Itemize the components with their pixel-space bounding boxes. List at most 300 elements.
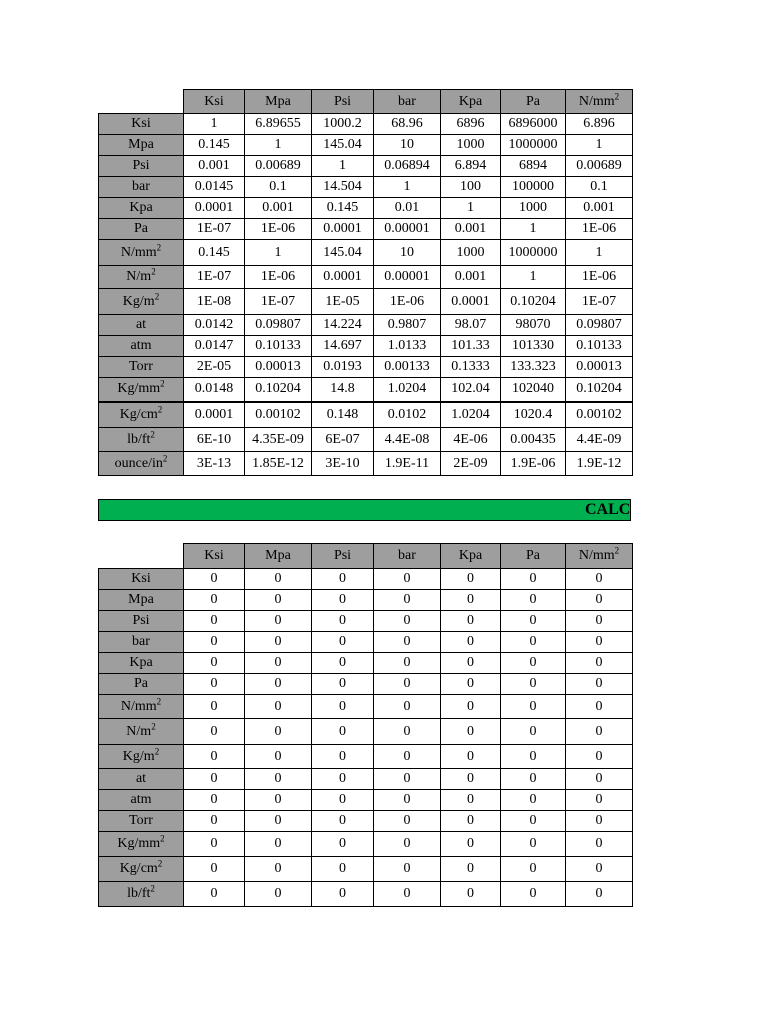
table-row-kg-cm2	[99, 857, 633, 882]
table-row-bar	[99, 177, 633, 198]
value-cell: 1E-06	[374, 289, 441, 315]
value-cell: 0.0102	[374, 402, 441, 428]
table-row-n-m2	[99, 719, 633, 745]
value-cell: 4.35E-09	[245, 428, 312, 452]
column-header-bar: bar	[374, 90, 441, 114]
calc-banner-title: CALC	[585, 501, 631, 518]
value-cell: 0	[184, 569, 245, 590]
value-cell: 145.04	[312, 135, 374, 156]
value-cell: 0	[184, 632, 245, 653]
value-cell: 0.00001	[374, 266, 441, 289]
table-row-pa	[99, 674, 633, 695]
row-header-bar: bar	[99, 177, 184, 198]
value-cell: 145.04	[312, 240, 374, 266]
table-row-kg-mm2	[99, 832, 633, 857]
value-cell: 0.001	[566, 198, 633, 219]
value-cell: 0.001	[441, 219, 501, 240]
column-header-kpa: Kpa	[441, 544, 501, 569]
value-cell: 0	[312, 569, 374, 590]
row-header-kg-m2: $Kg/m^2$	[99, 745, 184, 769]
value-cell: 1E-07	[184, 219, 245, 240]
value-cell: 10	[374, 240, 441, 266]
value-cell: 1	[501, 266, 566, 289]
value-cell: 6.89655	[245, 114, 312, 135]
value-cell: 1E-07	[245, 289, 312, 315]
value-cell: 0	[441, 569, 501, 590]
table-row-kg-cm2	[99, 402, 633, 428]
value-cell: 0	[312, 695, 374, 719]
table-row-kg-m2	[99, 289, 633, 315]
row-header-lb-ft2: $lb/ft^2$	[99, 882, 184, 907]
table-row-pa	[99, 219, 633, 240]
value-cell: 0	[501, 719, 566, 745]
value-cell: 0	[374, 790, 441, 811]
value-cell: 1020.4	[501, 402, 566, 428]
value-cell: 1.9E-11	[374, 452, 441, 476]
value-cell: 10	[374, 135, 441, 156]
row-header-psi: Psi	[99, 156, 184, 177]
value-cell: 0	[245, 832, 312, 857]
value-cell: 0.00013	[566, 357, 633, 378]
value-cell: 0.10204	[566, 378, 633, 402]
column-header-n-mm2: $N/mm^2$	[566, 90, 633, 114]
value-cell: 0	[441, 590, 501, 611]
value-cell: 0	[245, 611, 312, 632]
value-cell: 0	[245, 745, 312, 769]
value-cell: 0.0145	[184, 177, 245, 198]
value-cell: 6894	[501, 156, 566, 177]
value-cell: 14.504	[312, 177, 374, 198]
value-cell: 0.0193	[312, 357, 374, 378]
value-cell: 0.145	[312, 198, 374, 219]
value-cell: 0.10204	[245, 378, 312, 402]
value-cell: 1	[441, 198, 501, 219]
value-cell: 4.4E-08	[374, 428, 441, 452]
value-cell: 0.001	[441, 266, 501, 289]
value-cell: 0	[245, 857, 312, 882]
row-header-torr: Torr	[99, 811, 184, 832]
value-cell: 0.0142	[184, 315, 245, 336]
value-cell: 0.00689	[566, 156, 633, 177]
value-cell: 0	[441, 653, 501, 674]
value-cell: 0	[566, 632, 633, 653]
value-cell: 1000	[441, 240, 501, 266]
value-cell: 6.896	[566, 114, 633, 135]
row-header-ksi: Ksi	[99, 114, 184, 135]
calc-banner	[98, 499, 631, 521]
value-cell: 0	[566, 653, 633, 674]
value-cell: 3E-10	[312, 452, 374, 476]
value-cell: 0	[501, 832, 566, 857]
value-cell: 0.00013	[245, 357, 312, 378]
value-cell: 0	[374, 832, 441, 857]
value-cell: 1.85E-12	[245, 452, 312, 476]
value-cell: 0	[312, 857, 374, 882]
value-cell: 0	[501, 811, 566, 832]
value-cell: 0.1	[566, 177, 633, 198]
value-cell: 0	[312, 882, 374, 907]
table-row-mpa	[99, 135, 633, 156]
value-cell: 133.323	[501, 357, 566, 378]
value-cell: 0	[441, 790, 501, 811]
value-cell: 0	[374, 745, 441, 769]
value-cell: 0	[184, 745, 245, 769]
value-cell: 0	[184, 811, 245, 832]
value-cell: 0	[374, 590, 441, 611]
value-cell: 0	[374, 769, 441, 790]
row-header-kg-mm2: $Kg/mm^2$	[99, 378, 184, 402]
value-cell: 0	[501, 857, 566, 882]
value-cell: 0	[441, 857, 501, 882]
value-cell: 102.04	[441, 378, 501, 402]
value-cell: 1000	[501, 198, 566, 219]
value-cell: 0	[374, 695, 441, 719]
table-row-kpa	[99, 653, 633, 674]
table-row-at	[99, 769, 633, 790]
column-header-mpa: Mpa	[245, 90, 312, 114]
row-header-n-mm2: $N/mm^2$	[99, 240, 184, 266]
value-cell: 0	[312, 653, 374, 674]
value-cell: 0	[184, 590, 245, 611]
value-cell: 0	[184, 832, 245, 857]
value-cell: 0	[441, 674, 501, 695]
value-cell: 0	[245, 769, 312, 790]
table-row-ksi	[99, 569, 633, 590]
column-header-mpa: Mpa	[245, 544, 312, 569]
value-cell: 1000000	[501, 135, 566, 156]
value-cell: 0	[441, 882, 501, 907]
value-cell: 3E-13	[184, 452, 245, 476]
value-cell: 0.10133	[566, 336, 633, 357]
value-cell: 0	[374, 632, 441, 653]
value-cell: 0	[184, 611, 245, 632]
value-cell: 0	[374, 811, 441, 832]
value-cell: 1000.2	[312, 114, 374, 135]
value-cell: 0	[566, 882, 633, 907]
column-header-ksi: Ksi	[184, 90, 245, 114]
value-cell: 2E-05	[184, 357, 245, 378]
value-cell: 0.0001	[441, 289, 501, 315]
value-cell: 0.09807	[245, 315, 312, 336]
table-row-n-mm2	[99, 240, 633, 266]
value-cell: 1E-06	[566, 266, 633, 289]
value-cell: 102040	[501, 378, 566, 402]
value-cell: 6896000	[501, 114, 566, 135]
value-cell: 0	[441, 632, 501, 653]
value-cell: 0.06894	[374, 156, 441, 177]
value-cell: 0.00102	[245, 402, 312, 428]
value-cell: 0.1	[245, 177, 312, 198]
value-cell: 0.001	[245, 198, 312, 219]
value-cell: 101.33	[441, 336, 501, 357]
value-cell: 1E-05	[312, 289, 374, 315]
value-cell: 100	[441, 177, 501, 198]
value-cell: 4.4E-09	[566, 428, 633, 452]
value-cell: 1.0204	[374, 378, 441, 402]
value-cell: 0	[245, 695, 312, 719]
value-cell: 0	[441, 769, 501, 790]
value-cell: 1000000	[501, 240, 566, 266]
row-header-n-mm2: $N/mm^2$	[99, 695, 184, 719]
table-row-bar	[99, 632, 633, 653]
value-cell: 0	[312, 719, 374, 745]
value-cell: 0	[501, 632, 566, 653]
value-cell: 1	[245, 135, 312, 156]
row-header-atm: atm	[99, 790, 184, 811]
value-cell: 0	[441, 745, 501, 769]
table-row-torr	[99, 357, 633, 378]
value-cell: 0	[566, 611, 633, 632]
row-header-torr: Torr	[99, 357, 184, 378]
column-header-bar: bar	[374, 544, 441, 569]
value-cell: 68.96	[374, 114, 441, 135]
value-cell: 0.00001	[374, 219, 441, 240]
value-cell: 6E-10	[184, 428, 245, 452]
value-cell: 0	[374, 674, 441, 695]
value-cell: 0	[566, 719, 633, 745]
value-cell: 0.0147	[184, 336, 245, 357]
column-header-pa: Pa	[501, 90, 566, 114]
table-row-ounce-in2	[99, 452, 633, 476]
value-cell: 0	[501, 611, 566, 632]
value-cell: 0	[312, 590, 374, 611]
value-cell: 0.00435	[501, 428, 566, 452]
value-cell: 0.0001	[184, 402, 245, 428]
value-cell: 0	[312, 790, 374, 811]
value-cell: 0	[374, 653, 441, 674]
value-cell: 0.1333	[441, 357, 501, 378]
row-header-bar: bar	[99, 632, 184, 653]
table-row-n-mm2	[99, 695, 633, 719]
value-cell: 0	[312, 745, 374, 769]
row-header-lb-ft2: $lb/ft^2$	[99, 428, 184, 452]
table-row-at	[99, 315, 633, 336]
value-cell: 0	[245, 674, 312, 695]
row-header-atm: atm	[99, 336, 184, 357]
value-cell: 0	[566, 745, 633, 769]
row-header-ounce-in2: ounce/$in^2$	[99, 452, 184, 476]
column-header-psi: Psi	[312, 544, 374, 569]
row-header-mpa: Mpa	[99, 135, 184, 156]
column-header-ksi: Ksi	[184, 544, 245, 569]
value-cell: 14.224	[312, 315, 374, 336]
value-cell: 1	[184, 114, 245, 135]
row-header-at: at	[99, 769, 184, 790]
value-cell: 98070	[501, 315, 566, 336]
value-cell: 0.001	[184, 156, 245, 177]
value-cell: 1E-07	[184, 266, 245, 289]
table-row-kpa	[99, 198, 633, 219]
value-cell: 0	[441, 719, 501, 745]
row-header-kg-cm2: $Kg/cm^2$	[99, 402, 184, 428]
value-cell: 0.10133	[245, 336, 312, 357]
value-cell: 0	[184, 857, 245, 882]
value-cell: 1E-06	[245, 266, 312, 289]
table-row-kg-m2	[99, 745, 633, 769]
value-cell: 0	[566, 832, 633, 857]
value-cell: 98.07	[441, 315, 501, 336]
value-cell: 0	[184, 719, 245, 745]
value-cell: 0	[245, 569, 312, 590]
value-cell: 0.0001	[312, 266, 374, 289]
value-cell: 1000	[441, 135, 501, 156]
value-cell: 0.145	[184, 135, 245, 156]
table-row-lb-ft2	[99, 428, 633, 452]
table-row-atm	[99, 336, 633, 357]
value-cell: 0	[501, 790, 566, 811]
value-cell: 1.9E-06	[501, 452, 566, 476]
row-header-at: at	[99, 315, 184, 336]
value-cell: 0	[501, 745, 566, 769]
table-row-lb-ft2	[99, 882, 633, 907]
corner-cell	[99, 544, 184, 569]
value-cell: 0	[501, 695, 566, 719]
value-cell: 1E-06	[566, 219, 633, 240]
value-cell: 0	[566, 790, 633, 811]
header-row	[99, 90, 633, 114]
value-cell: 0	[184, 882, 245, 907]
value-cell: 0	[245, 882, 312, 907]
value-cell: 0.01	[374, 198, 441, 219]
row-header-kg-cm2: $Kg/cm^2$	[99, 857, 184, 882]
value-cell: 1	[501, 219, 566, 240]
value-cell: 0	[245, 632, 312, 653]
column-header-kpa: Kpa	[441, 90, 501, 114]
value-cell: 0	[566, 811, 633, 832]
value-cell: 1	[374, 177, 441, 198]
value-cell: 0	[312, 769, 374, 790]
value-cell: 0	[374, 857, 441, 882]
row-header-ksi: Ksi	[99, 569, 184, 590]
corner-cell	[99, 90, 184, 114]
value-cell: 101330	[501, 336, 566, 357]
value-cell: 0	[441, 832, 501, 857]
value-cell: 1.9E-12	[566, 452, 633, 476]
table-row-torr	[99, 811, 633, 832]
value-cell: 0	[184, 695, 245, 719]
value-cell: 0	[184, 790, 245, 811]
row-header-psi: Psi	[99, 611, 184, 632]
value-cell: 0.148	[312, 402, 374, 428]
row-header-kpa: Kpa	[99, 653, 184, 674]
value-cell: 0	[184, 674, 245, 695]
row-header-pa: Pa	[99, 219, 184, 240]
value-cell: 0	[245, 811, 312, 832]
value-cell: 1E-06	[245, 219, 312, 240]
value-cell: 0	[501, 590, 566, 611]
value-cell: 0	[312, 832, 374, 857]
value-cell: 0	[566, 769, 633, 790]
conversion-table	[98, 89, 633, 476]
value-cell: 0	[566, 674, 633, 695]
value-cell: 0.9807	[374, 315, 441, 336]
value-cell: 0	[501, 653, 566, 674]
value-cell: 100000	[501, 177, 566, 198]
value-cell: 1.0204	[441, 402, 501, 428]
value-cell: 0	[245, 653, 312, 674]
row-header-mpa: Mpa	[99, 590, 184, 611]
header-row	[99, 544, 633, 569]
value-cell: 0	[374, 569, 441, 590]
value-cell: 0.00133	[374, 357, 441, 378]
row-header-kg-m2: $Kg/m^2$	[99, 289, 184, 315]
column-header-psi: Psi	[312, 90, 374, 114]
value-cell: 0	[374, 611, 441, 632]
value-cell: 0	[312, 674, 374, 695]
value-cell: 0	[566, 695, 633, 719]
table-row-atm	[99, 790, 633, 811]
value-cell: 0.0001	[312, 219, 374, 240]
value-cell: 0	[245, 590, 312, 611]
value-cell: 0	[312, 632, 374, 653]
value-cell: 0	[501, 882, 566, 907]
table-row-n-m2	[99, 266, 633, 289]
value-cell: 0	[566, 590, 633, 611]
value-cell: 14.697	[312, 336, 374, 357]
value-cell: 1	[245, 240, 312, 266]
table-row-psi	[99, 611, 633, 632]
value-cell: 6.894	[441, 156, 501, 177]
value-cell: 0	[184, 653, 245, 674]
row-header-n-m2: $N/m^2$	[99, 719, 184, 745]
value-cell: 0	[245, 790, 312, 811]
value-cell: 0	[441, 811, 501, 832]
value-cell: 0	[441, 695, 501, 719]
value-cell: 4E-06	[441, 428, 501, 452]
value-cell: 0	[566, 569, 633, 590]
value-cell: 6896	[441, 114, 501, 135]
value-cell: 0	[184, 769, 245, 790]
value-cell: 0	[312, 811, 374, 832]
value-cell: 0.10204	[501, 289, 566, 315]
value-cell: 0	[501, 769, 566, 790]
table-row-kg-mm2	[99, 378, 633, 402]
value-cell: 0	[374, 719, 441, 745]
value-cell: 1	[566, 240, 633, 266]
value-cell: 0	[501, 674, 566, 695]
row-header-n-m2: $N/m^2$	[99, 266, 184, 289]
value-cell: 2E-09	[441, 452, 501, 476]
column-header-n-mm2: $N/mm^2$	[566, 544, 633, 569]
column-header-pa: Pa	[501, 544, 566, 569]
row-header-kg-mm2: $Kg/mm^2$	[99, 832, 184, 857]
row-header-pa: Pa	[99, 674, 184, 695]
value-cell: 0	[374, 882, 441, 907]
value-cell: 0.00102	[566, 402, 633, 428]
value-cell: 14.8	[312, 378, 374, 402]
calculator-table	[98, 543, 633, 907]
row-header-kpa: Kpa	[99, 198, 184, 219]
value-cell: 0	[501, 569, 566, 590]
value-cell: 0.145	[184, 240, 245, 266]
value-cell: 0	[312, 611, 374, 632]
table-row-psi	[99, 156, 633, 177]
value-cell: 0.0148	[184, 378, 245, 402]
value-cell: 6E-07	[312, 428, 374, 452]
value-cell: 1	[312, 156, 374, 177]
value-cell: 0	[566, 857, 633, 882]
value-cell: 1	[566, 135, 633, 156]
table-row-mpa	[99, 590, 633, 611]
value-cell: 1.0133	[374, 336, 441, 357]
value-cell: 1E-07	[566, 289, 633, 315]
table-row-ksi	[99, 114, 633, 135]
value-cell: 0.09807	[566, 315, 633, 336]
value-cell: 0	[441, 611, 501, 632]
value-cell: 0.00689	[245, 156, 312, 177]
value-cell: 1E-08	[184, 289, 245, 315]
value-cell: 0.0001	[184, 198, 245, 219]
